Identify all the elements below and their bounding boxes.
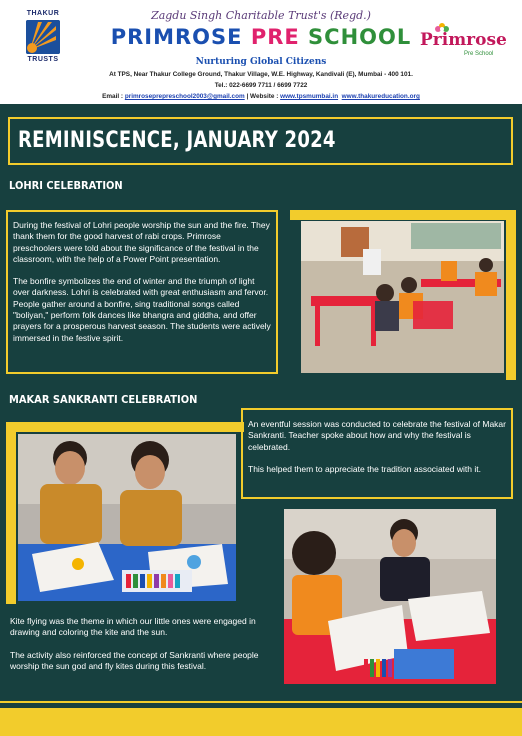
- lohri-paragraph-1: During the festival of Lohri people worship the sun and the fire. They thank them for the good harvest of rabi crops. Primrose preschoolers were told about the significance of the festival in the classroom, with the help of a Power Point presentation.: [13, 220, 270, 264]
- website-link-2[interactable]: www.thakureducation.org: [341, 93, 420, 100]
- primrose-logo-sub: Pre School: [464, 51, 494, 57]
- lohri-heading: LOHRI CELEBRATION: [9, 179, 123, 192]
- school-name-word-1: PRIMROSE: [110, 25, 243, 49]
- kite-photo-accent-top: [6, 422, 244, 432]
- kite-photo-accent-side: [6, 422, 16, 604]
- page-title-frame: [8, 117, 513, 165]
- trust-name: Zagdu Singh Charitable Trust's (Regd.): [151, 9, 371, 22]
- tagline: Nurturing Global Citizens: [195, 57, 327, 67]
- thakur-logo-bottom-text: TRUSTS: [27, 56, 59, 63]
- sankranti-box-paragraph-1: An eventful session was conducted to celebrate the festival of Makar Sankranti. Teacher spoke about how and why the festival is celebrated.: [248, 419, 506, 452]
- primrose-logo-word: Primrose: [420, 30, 507, 50]
- email-link[interactable]: primroseprepreschool2003@gmail.com: [124, 93, 245, 100]
- school-name-word-3: SCHOOL: [308, 25, 412, 49]
- sankranti-box-paragraph-2: This helped them to appreciate the tradition associated with it.: [248, 463, 481, 474]
- page-title: REMINISCENCE, JANUARY 2024: [18, 128, 336, 153]
- newsletter-page: [0, 104, 522, 736]
- sankranti-text-box: [241, 408, 513, 499]
- lohri-paragraph-2: The bonfire symbolizes the end of winter and the triumph of light over darkness. Lohri is celebrated with great enthusiasm and fervor. People gather around a bonfire, sing traditional songs called "boliyan," perform folk dances like bhangra and giddha, and offer prayers for a prosperous harvest season. The students were actively immersed in the festive spirit.: [13, 276, 271, 343]
- sankranti-caption: [10, 616, 272, 683]
- lohri-classroom-photo: [301, 221, 504, 373]
- lohri-text-box: [6, 210, 278, 374]
- contact-line: [0, 93, 522, 100]
- sankranti-caption-paragraph-2: The activity also reinforced the concept of Sankranti where people worship the sun god and fly kites during this festival.: [10, 649, 259, 671]
- footer-band: [0, 708, 522, 736]
- lohri-photo-accent-top: [290, 210, 516, 220]
- school-name-word-2: PRE: [250, 25, 300, 49]
- footer-divider: [0, 701, 522, 703]
- email-label: Email :: [102, 93, 125, 100]
- website-link-1[interactable]: www.tpsmumbai.in: [280, 93, 339, 100]
- primrose-logo: [420, 22, 508, 62]
- lohri-photo-accent-side: [506, 210, 516, 380]
- website-label: | Website :: [244, 93, 281, 100]
- sankranti-heading: MAKAR SANKRANTI CELEBRATION: [9, 393, 198, 406]
- sankranti-caption-paragraph-1: Kite flying was the theme in which our little ones were engaged in drawing and coloring the kite and the sun.: [10, 616, 256, 638]
- thakur-logo-top-text: THAKUR: [26, 10, 60, 17]
- kite-drawing-photo: [18, 434, 236, 601]
- letterhead: [0, 0, 522, 104]
- sun-drawing-photo: [284, 509, 496, 684]
- telephone: Tel.: 022-6699 7711 / 6699 7722: [214, 82, 308, 89]
- address: At TPS, Near Thakur College Ground, Thakur Village, W.E. Highway, Kandivali (E), Mumbai - 400 101.: [109, 71, 413, 78]
